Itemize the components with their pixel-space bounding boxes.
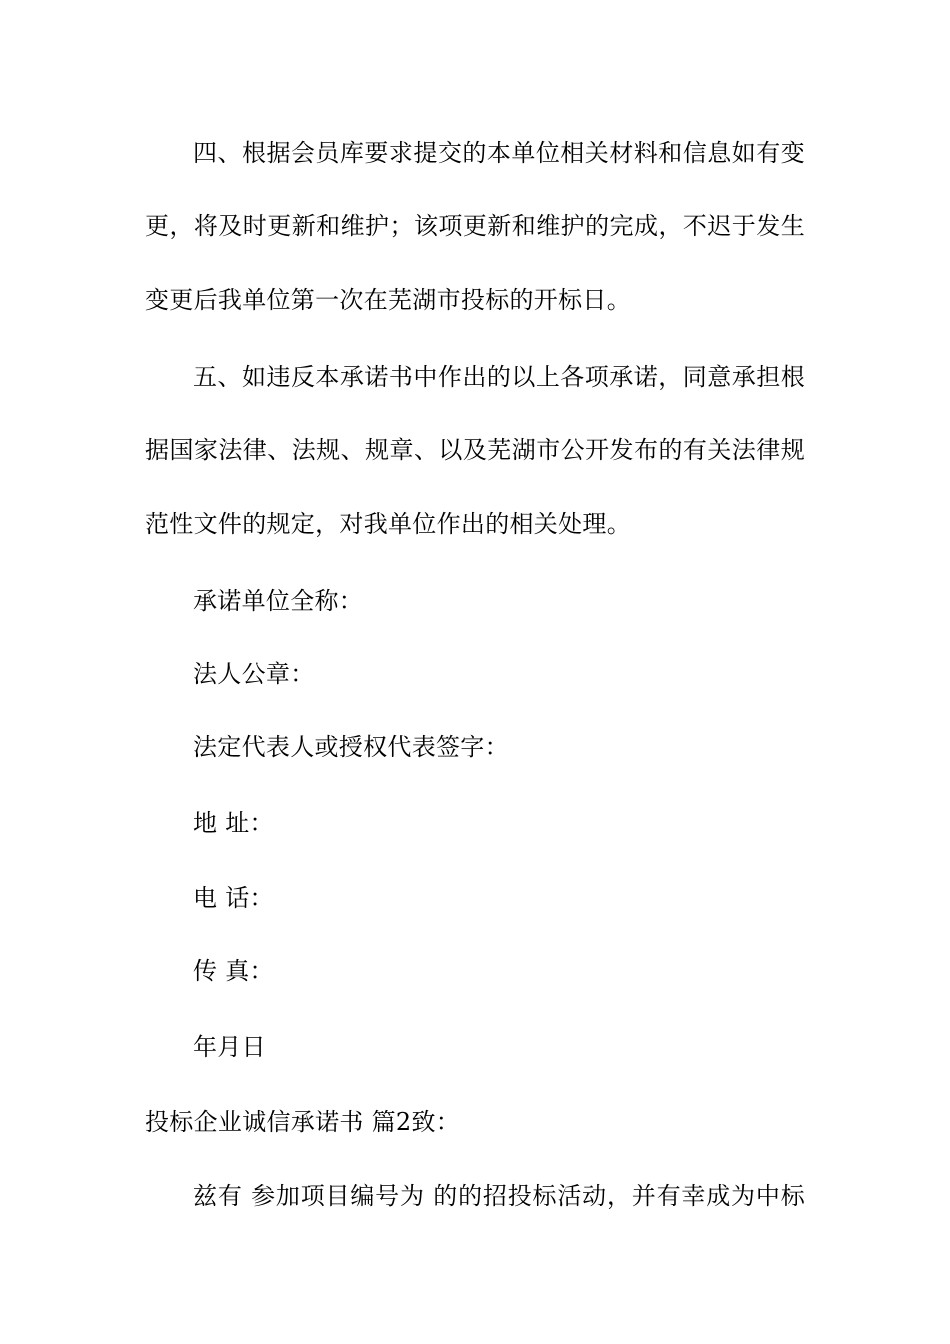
field-legal-seal: 法人公章：	[193, 660, 315, 688]
field-company-name: 承诺单位全称：	[193, 587, 364, 615]
section-2-line-1: 兹有 参加项目编号为 的的招投标活动，并有幸成为中标	[193, 1182, 805, 1210]
paragraph-4-line-3: 变更后我单位第一次在芜湖市投标的开标日。	[145, 286, 631, 314]
paragraph-4-line-2: 更，将及时更新和维护；该项更新和维护的完成，不迟于发生	[145, 212, 805, 240]
field-phone: 电 话：	[193, 884, 274, 912]
field-address: 地 址：	[193, 809, 274, 837]
field-representative-signature: 法定代表人或授权代表签字：	[193, 733, 509, 761]
paragraph-5-line-1: 五、如违反本承诺书中作出的以上各项承诺，同意承担根	[193, 363, 805, 391]
paragraph-5-line-3: 范性文件的规定，对我单位作出的相关处理。	[145, 510, 631, 538]
field-date: 年月日	[193, 1033, 266, 1061]
paragraph-4-line-1: 四、根据会员库要求提交的本单位相关材料和信息如有变	[193, 139, 805, 167]
paragraph-5-line-2: 据国家法律、法规、规章、以及芜湖市公开发布的有关法律规	[145, 436, 805, 464]
field-fax: 传 真：	[193, 957, 274, 985]
section-2-heading: 投标企业诚信承诺书 篇2致：	[145, 1108, 461, 1136]
